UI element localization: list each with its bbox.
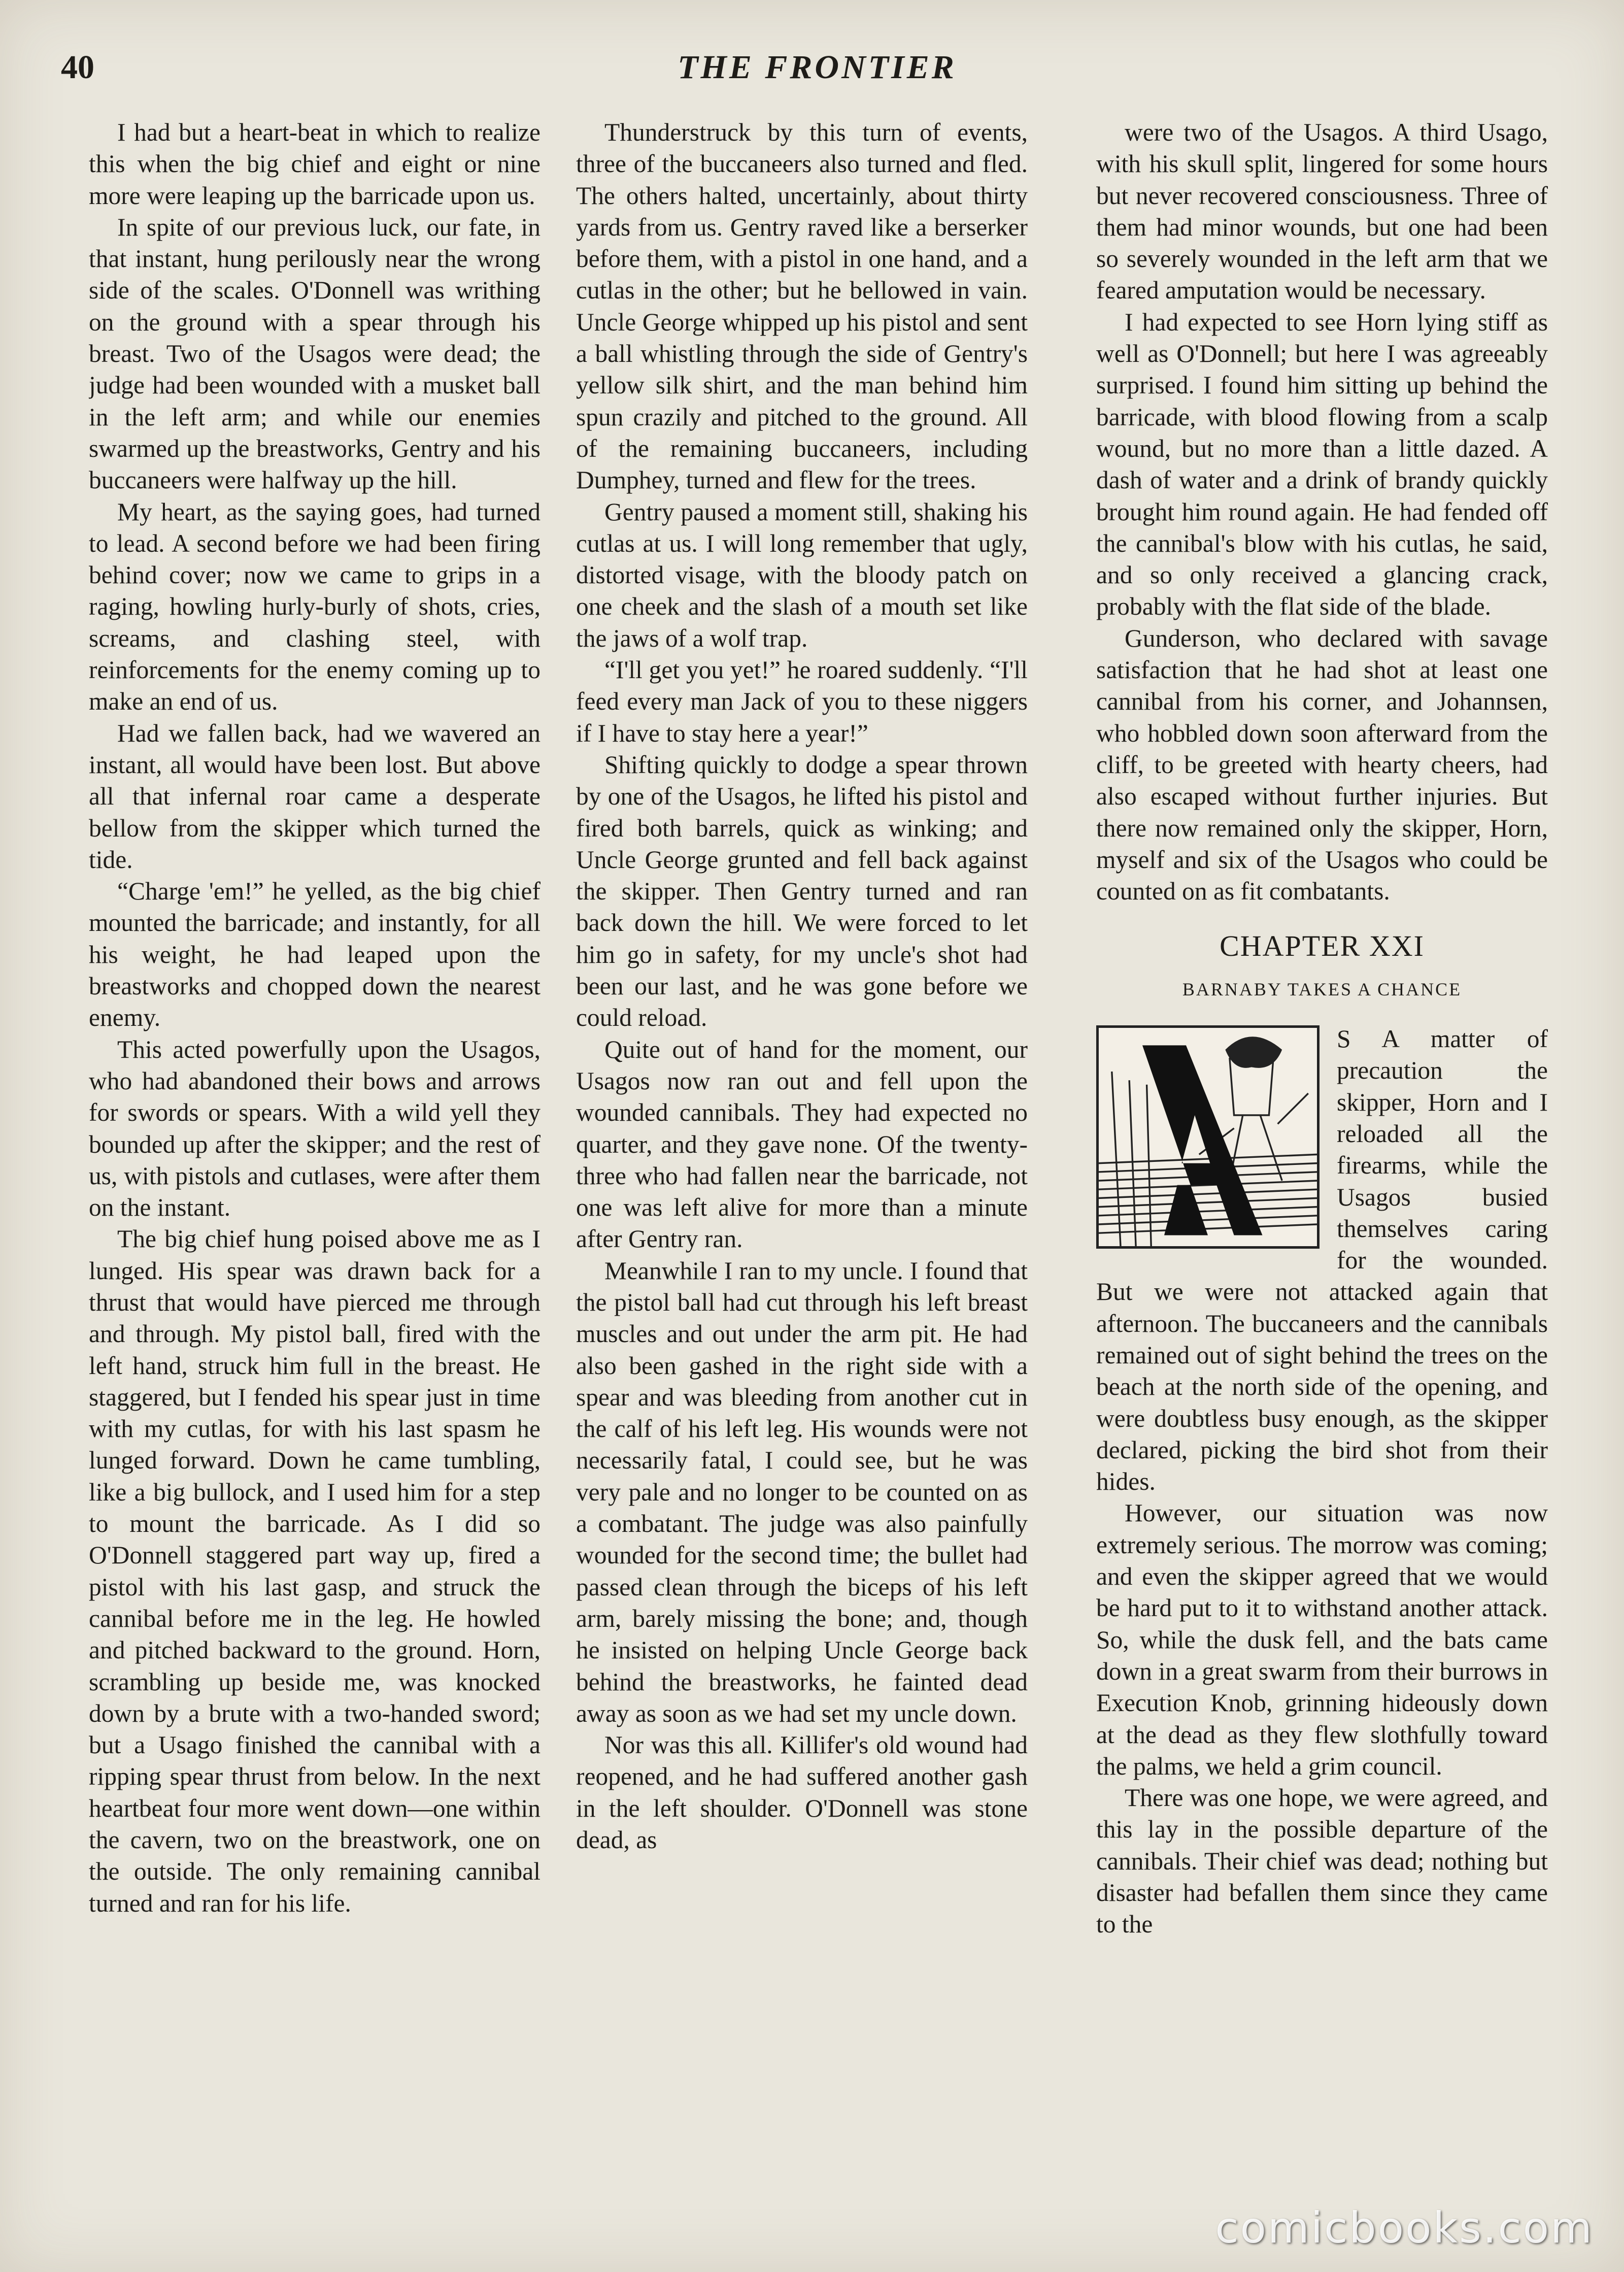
paragraph: Nor was this all. Killifer's old wound had reopened, and he had suffered another gash in the left shoulder. O'Donnell was stone dead, as xyxy=(576,1731,1028,1854)
column-1 xyxy=(89,117,540,2198)
paragraph: Thunderstruck by this turn of events, three of the buccaneers also turned and fled. The others halted, uncertainly, about thirty yards from us. Gentry raved like a berserker before them, with a pistol in one hand, and a cutlas in the other; but he bellowed in vain. Uncle George whipped up his pistol and sent a ball whistling through the side of Gentry's yellow silk shirt, and the man behind him spun crazily and pitched to the ground. All of the remaining buccaneers, including Dumphey, turned and flew for the trees. xyxy=(576,118,1028,494)
paragraph: Shifting quickly to dodge a spear thrown by one of the Usagos, he lifted his pistol and fired both barrels, quick as winking; and Uncle George grunted and fell back against the skipper. Then Gentry turned and ran back down the hill. We were forced to let him go in safety, for my uncle's shot had been our last, and he was gone before we could reload. xyxy=(576,750,1028,1032)
paragraph: This acted powerfully upon the Usagos, who had abandoned their bows and arrows for swords or spears. With a wild yell they bounded up after the skipper; and the rest of us, with pistols and cutlases, were after them on the instant. xyxy=(89,1035,540,1222)
page-header xyxy=(61,48,1573,94)
paragraph: Gentry paused a moment still, shaking his cutlas at us. I will long remember that ugly, distorted visage, with the bloody patch on one cheek and the slash of a mouth set like the jaws of a wolf trap. xyxy=(576,497,1028,652)
paragraph: “Charge 'em!” he yelled, as the big chief mounted the barricade; and instantly, for all his weight, he had leaped upon the breastworks and chopped down the nearest enemy. xyxy=(89,877,540,1032)
paragraph: There was one hope, we were agreed, and this lay in the possible departure of the cannibals. Their chief was dead; nothing but disaster had befallen them since they came to the xyxy=(1096,1784,1548,1939)
paragraph: I had but a heart-beat in which to realize this when the big chief and eight or nine more were leaping up the barricade upon us. xyxy=(89,118,540,210)
paragraph: In spite of our previous luck, our fate, in that instant, hung perilously near the wrong side of the scales. O'Donnell was writhing on the ground with a spear through his breast. Two of the Usagos were dead; the judge had been wounded with a musket ball in the left arm; and while our enemies swarmed up the breastworks, Gentry and his buccaneers were halfway up the hill. xyxy=(89,213,540,494)
paragraph: Had we fallen back, had we wavered an instant, all would have been lost. But above all that infernal roar came a desperate bellow from the skipper which turned the tide. xyxy=(89,719,540,874)
column-2 xyxy=(576,117,1028,2198)
chapter-subtitle: BARNABY TAKES A CHANCE xyxy=(1182,979,1462,999)
site-watermark: comicbooks.com xyxy=(1215,2203,1594,2253)
column-3 xyxy=(1096,117,1548,2198)
paragraph: Quite out of hand for the moment, our Usagos now ran out and fell upon the wounded cannibals. They had expected no quarter, and they gave none. Of the twenty-three who had fallen near the barricade, not one was left alive for more than a minute after Gentry ran. xyxy=(576,1035,1028,1253)
chapter-opening-paragraph: S A matter of precaution the skipper, Horn and I reloaded all the firearms, while the Usagos busied themselves caring for the wounded. But we were not attacked again that afternoon. The buccaneers and the cannibals remained out of sight behind the trees on the beach at the north side of the opening, and were doubtless busy enough, as the skipper declared, picking the bird shot from their hides. xyxy=(1096,1025,1548,1496)
paragraph: My heart, as the saying goes, had turned to lead. A second before we had been firing behind cover; now we came to grips in a raging, howling hurly-burly of shots, cries, screams, and clashing steel, with reinforcements for the enemy coming up to make an end of us. xyxy=(89,497,540,716)
drop-cap-illustration-icon xyxy=(1096,1025,1319,1249)
magazine-title: THE FRONTIER xyxy=(678,49,957,86)
paragraph: Meanwhile I ran to my uncle. I found that the pistol ball had cut through his left breast muscles and out under the arm pit. He had also been gashed in the right side with a spear and was bleeding from another cut in the calf of his left leg. His wounds were not necessarily fatal, I could see, but he was very pale and no longer to be counted on as a combatant. The judge was also painfully wounded for the second time; the bullet had passed clean through the biceps of his left arm, barely missing the bone; and, though he insisted on helping Uncle George back behind the breastworks, he fainted dead away as soon as we had set my uncle down. xyxy=(576,1256,1028,1727)
paragraph: were two of the Usagos. A third Usago, with his skull split, lingered for some hours but never recovered consciousness. Three of them had minor wounds, but one had been so severely wounded in the left arm that we feared amputation would be necessary. xyxy=(1096,118,1548,305)
page-number: 40 xyxy=(61,49,94,86)
paragraph: However, our situation was now extremely serious. The morrow was coming; and even the skipper agreed that we would be hard put to it to withstand another attack. So, while the dusk fell, and the bats came down in a great swarm from their burrows in Execution Knob, grinning hideously down at the dead as they flew slothfully toward the palms, we held a grim council. xyxy=(1096,1499,1548,1780)
paragraph: Gunderson, who declared with savage satisfaction that he had shot at least one cannibal from his corner, and Johannsen, who hobbled down soon afterward from the cliff, to be greeted with hearty cheers, had also escaped without further injuries. But there now remained only the skipper, Horn, myself and six of the Usagos who could be counted on as fit combatants. xyxy=(1096,624,1548,906)
paragraph: The big chief hung poised above me as I lunged. His spear was drawn back for a thrust that would have pierced me through and through. My pistol ball, fired with the left hand, struck him full in the breast. He staggered, but I fended his spear just in time with my cutlas, for with his last spasm he lunged forward. Down he came tumbling, like a big bullock, and I used him for a step to mount the barricade. As I did so O'Donnell staggered part way up, fired a pistol with his last gasp, and struck the cannibal before me in the leg. He howled and pitched backward to the ground. Horn, scrambling up beside me, was knocked down by a brute with a two-handed sword; but a Usago finished the cannibal with a ripping spear thrust from below. In the next heartbeat four more went down—one within the cavern, two on the breastwork, one on the outside. The only remaining cannibal turned and ran for his life. xyxy=(89,1225,540,1917)
chapter-heading: CHAPTER XXI xyxy=(1220,929,1425,963)
paragraph: “I'll get you yet!” he roared suddenly. “I'll feed every man Jack of you to these niggers if I have to stay here a year!” xyxy=(576,656,1028,747)
paragraph: I had expected to see Horn lying stiff as well as O'Donnell; but here I was agreeably surprised. I found him sitting up behind the barricade, with blood flowing from a scalp wound, but no more than a little dazed. A dash of water and a drink of brandy quickly brought him round again. He had fended off the cannibal's blow with his cutlas, he said, and so only received a glancing crack, probably with the flat side of the blade. xyxy=(1096,308,1548,621)
